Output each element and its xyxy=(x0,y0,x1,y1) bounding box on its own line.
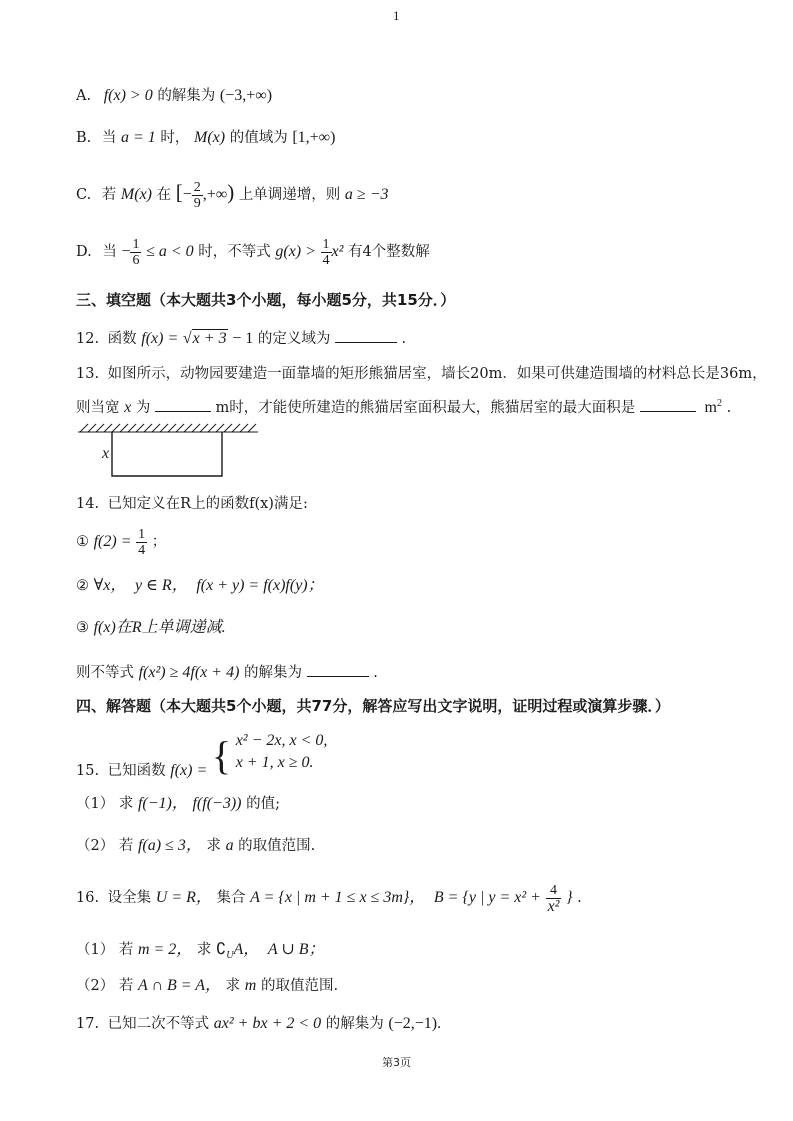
width-label-x: x xyxy=(102,445,110,462)
answer-blank-13a[interactable] xyxy=(155,395,211,412)
section-3-title: 三、填空题（本大题共3个小题，每小题5分，共15分．） xyxy=(76,291,456,309)
question-12: 12. 函数 f(x) = √x + 3 − 1 的定义域为 . xyxy=(76,326,406,349)
section-4-title: 四、解答题（本大题共5个小题，共77分，解答应写出文字说明，证明过程或演算步骤．） xyxy=(76,697,670,715)
question-17: 17. 已知二次不等式 ax² + bx + 2 < 0 的解集为 (−2,−1). xyxy=(76,1015,442,1032)
page-footer: 第3页 xyxy=(382,1056,411,1069)
question-15-part-1: （1） 求 f(−1)， f(f(−3)) 的值; xyxy=(76,795,280,812)
question-13-line-1: 13. 如图所示，动物园要建造一面靠墙的矩形熊猫居室，墙长20m．如果可供建造围墙的材料总长是36m， xyxy=(76,366,767,382)
page-number-header: 1 xyxy=(393,8,400,23)
question-13-line-2: 则当宽 x 为 m时，才能使所建造的熊猫居室面积最大，熊猫居室的最大面积是 $m^2$ . xyxy=(76,394,731,418)
option-b: B. 当 a = 1 时， M(x) 的值域为 [1,+∞) xyxy=(76,129,336,146)
condition-1: ① f(2) = $\frac{1}{4}$ ； xyxy=(76,526,167,558)
wall-hatching xyxy=(78,424,258,432)
fraction-2-9: $\frac{2}{9}$ xyxy=(193,179,201,211)
option-c: C. 若 M(x) 在 [− $\frac{2}{9}$ ,+∞) 上单调递增，则 a ≥ −3 xyxy=(76,179,389,211)
condition-2: ② ∀x， y ∈ R， f(x + y) = f(x)f(y)； xyxy=(76,577,324,594)
condition-3: ③ f(x)在R上单调递减. xyxy=(76,619,226,636)
question-14-ask: 则不等式 f(x²) ≥ 4f(x + 4) 的解集为 . xyxy=(76,660,378,683)
answer-blank-14[interactable] xyxy=(307,660,369,677)
answer-blank-13b[interactable] xyxy=(640,395,696,412)
option-d: D. 当 − $\frac{1}{6}$ ≤ a < 0 时，不等式 g(x) > $\frac{1}{4}$ x² 有4个整数解 xyxy=(76,236,430,268)
fraction-1-4: $\frac{1}{4}$ xyxy=(138,526,146,558)
fraction-1-6: $\frac{1}{6}$ xyxy=(132,236,140,268)
option-a: A. f(x) > 0 的解集为 (−3,+∞) xyxy=(76,87,273,104)
radical: x + 3 xyxy=(192,330,227,347)
fraction-4-over-x2: $\frac{4}{\text{x²}}$ xyxy=(547,882,560,915)
fraction-1-4: $\frac{1}{4}$ xyxy=(322,236,330,268)
piecewise-brace: { xyxy=(211,733,232,778)
question-14-intro: 14. 已知定义在R上的函数f(x)满足: xyxy=(76,496,308,512)
question-16-part-1: （1） 若 m = 2， 求 $∁_UA$， A ∪ B； xyxy=(76,941,325,961)
question-16-part-2: （2） 若 A ∩ B = A， 求 m 的取值范围. xyxy=(76,977,339,994)
piecewise-cases: x² − 2x, x < 0, x + 1, x ≥ 0. xyxy=(235,732,328,771)
question-16: 16. 设全集 U = R， 集合 A = {x | m + 1 ≤ x ≤ 3m}， B = {y | y = x² + $\frac{4}{\text{x²}}$ } . xyxy=(76,882,582,915)
answer-blank-12[interactable] xyxy=(335,326,397,343)
enclosure-rectangle xyxy=(112,432,222,476)
question-15-part-2: （2） 若 f(a) ≤ 3， 求 a 的取值范围. xyxy=(76,837,316,854)
question-15: 15. 已知函数 f(x) = { x² − 2x, x < 0, x + 1, x ≥ 0. xyxy=(76,732,328,779)
wall-enclosure-diagram xyxy=(74,420,264,480)
